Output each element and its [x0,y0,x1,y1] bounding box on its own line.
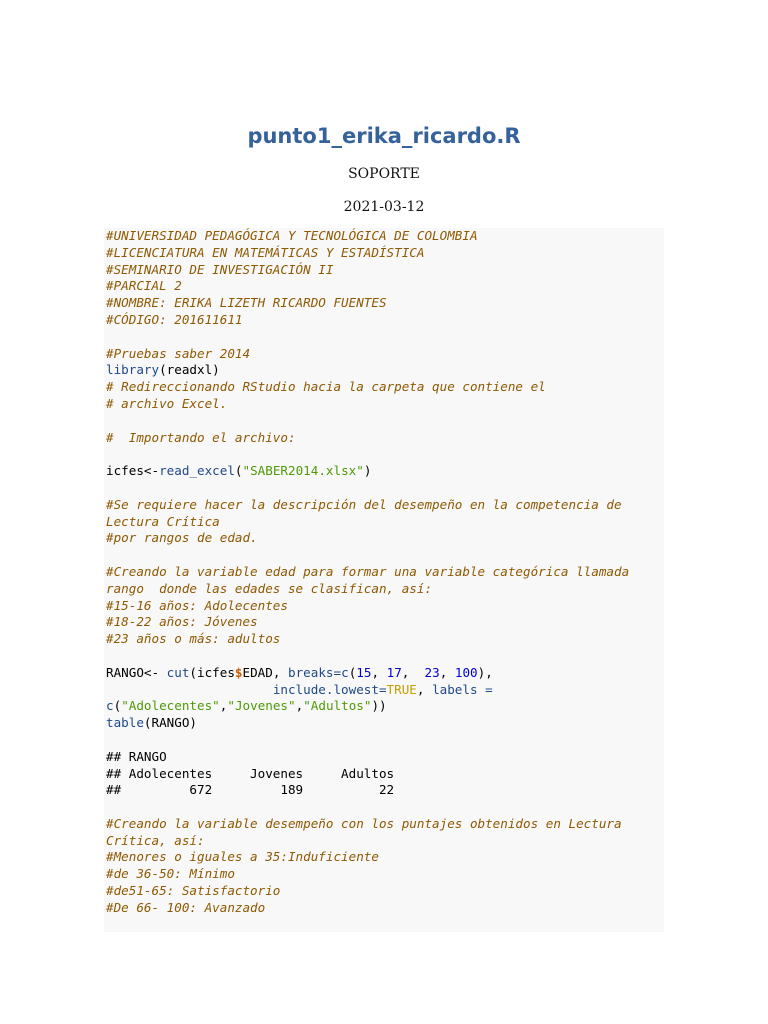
code-argument: labels = [432,681,493,697]
code-line-read-excel [106,463,664,480]
code-text: , [439,664,455,680]
code-string: "SABER2014.xlsx" [242,463,364,479]
code-comment: #Pruebas saber 2014 [106,345,251,361]
code-line-library [106,362,664,379]
code-comment: #Se requiere hacer la descripción del desempeño en la competencia de [106,496,622,512]
code-output: ## Adolecentes Jovenes Adultos [106,765,395,781]
code-comment: Lectura Crítica [106,513,220,529]
code-comment: #LICENCIATURA EN MATEMÁTICAS Y ESTADÍSTICA [106,244,425,260]
code-function: read_excel [159,463,235,479]
code-text: (readxl) [159,362,220,378]
code-comment: #15-16 años: Adolecentes [106,597,288,613]
code-comment: #CÓDIGO: 201611611 [106,311,243,327]
code-comment: #por rangos de edad. [106,530,258,546]
code-text: ( [113,698,122,714]
code-text: (icfes [189,664,235,680]
code-comment: #23 años o más: adultos [106,631,281,647]
code-text: icfes<- [106,463,160,479]
code-text: ( [348,664,357,680]
code-number: 17 [386,664,402,680]
code-text: , [295,698,304,714]
code-function: library [106,362,160,378]
code-line-include-lowest [106,682,664,699]
code-comment: #de 36-50: Mínimo [106,866,235,882]
code-number: 15 [356,664,372,680]
code-text: , [371,664,387,680]
code-comment: #18-22 años: Jóvenes [106,614,258,630]
code-number: 100 [454,664,478,680]
code-function: c [106,698,114,714]
code-function: c [341,664,349,680]
code-output: ## 672 189 22 [106,782,395,798]
code-comment: #SEMINARIO DE INVESTIGACIÓN II [106,261,334,277]
code-keyword: TRUE [386,681,417,697]
code-comment: #De 66- 100: Avanzado [106,899,266,915]
code-line-cut [106,665,664,682]
code-text: , [416,681,433,697]
code-line-labels [106,698,664,715]
code-function: table [106,715,144,731]
code-block [104,228,664,932]
document-author: SOPORTE [348,166,420,182]
code-indent [106,682,273,697]
code-text: , [401,664,425,680]
code-text: ), [477,664,493,680]
code-text: , [219,698,228,714]
code-comment: # archivo Excel. [106,395,228,411]
code-comment: #PARCIAL 2 [106,278,182,294]
document-date: 2021-03-12 [343,199,425,215]
code-comment: # Redireccionando RStudio hacia la carpeta que contiene el [106,379,546,395]
code-text: EDAD, [242,664,289,680]
code-comment: #Creando la variable edad para formar una variable categórica llamada [106,563,630,579]
code-comment: #Menores o iguales a 35:Induficiente [106,849,379,865]
code-text: (RANGO) [143,715,197,731]
code-output: ## RANGO [106,748,167,764]
code-number: 23 [424,664,440,680]
code-text: ) [363,463,372,479]
code-text: ( [234,463,243,479]
code-argument: include.lowest= [272,681,387,697]
code-argument: breaks= [288,664,342,680]
code-comment: #Creando la variable desempeño con los puntajes obtenidos en Lectura [106,815,622,831]
code-line-table [106,715,664,732]
code-operator: $ [234,664,243,680]
code-comment: #de51-65: Satisfactorio [106,883,281,899]
code-comment: # Importando el archivo: [106,429,296,445]
code-string: "Adolecentes" [121,698,220,714]
code-comment: Crítica, así: [106,832,205,848]
code-string: "Jovenes" [227,698,296,714]
code-string: "Adultos" [303,698,372,714]
document-title: punto1_erika_ricardo.R [247,124,521,148]
code-function: cut [166,664,190,680]
code-comment: #NOMBRE: ERIKA LIZETH RICARDO FUENTES [106,295,387,311]
code-text: RANGO<- [106,664,167,680]
code-comment: #UNIVERSIDAD PEDAGÓGICA Y TECNOLÓGICA DE COLOMBIA [106,228,478,243]
code-comment: rango donde las edades se clasifican, así: [106,580,433,596]
code-text: )) [371,698,387,714]
